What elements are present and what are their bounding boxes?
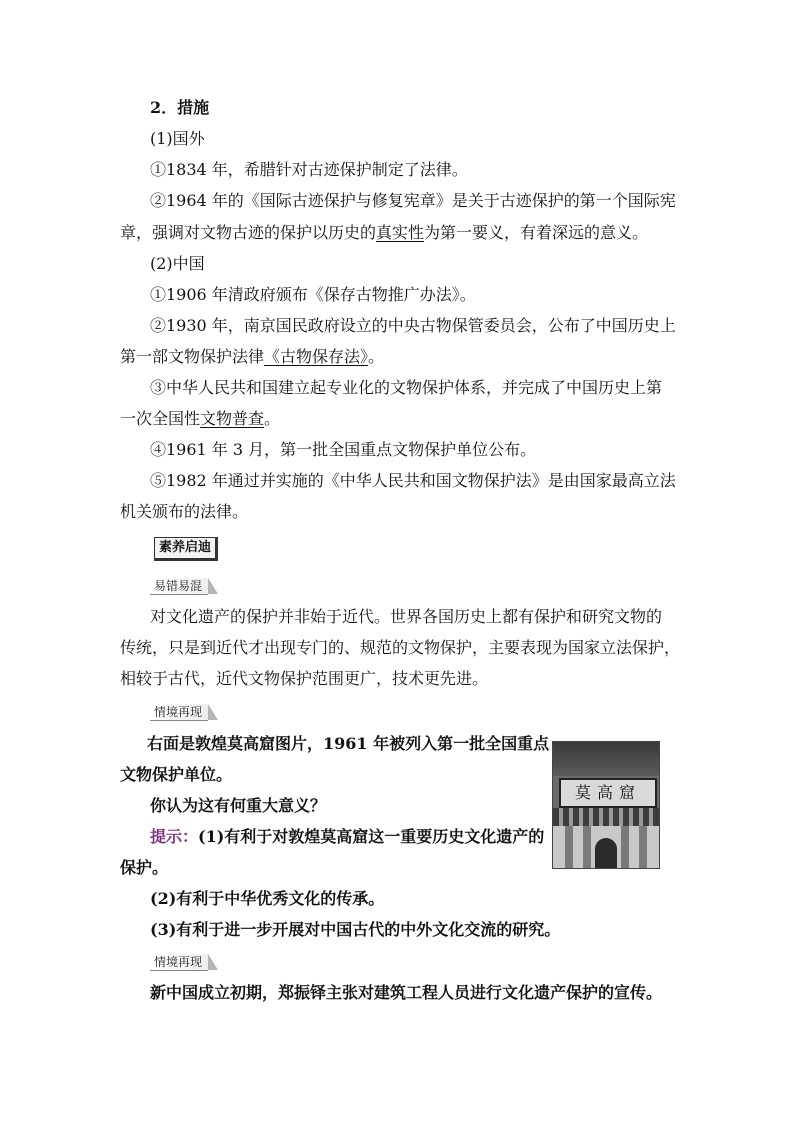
photo-door [595, 838, 617, 868]
text-line: ⑤1982 年通过并实施的《中华人民共和国文物保护法》是由国家最高立法 [150, 471, 676, 490]
text-line: ②1964 年的《国际古迹保护与修复宪章》是关于古迹保护的第一个国际宪 [150, 191, 676, 210]
tab-label-scene-2 [150, 954, 208, 971]
text-line: 机关颁布的法律。 [120, 502, 249, 521]
answer-line: (2)有利于中华优秀文化的传承。 [150, 889, 385, 908]
tab-flag-icon [208, 954, 218, 970]
text-line: 新中国成立初期，郑振铎主张对建筑工程人员进行文化遗产保护的宣传。 [150, 983, 663, 1002]
text-line: 对文化遗产的保护并非始于近代。世界各国历史上都有保护和研究文物的 [150, 607, 663, 626]
text-line: 传统，只是到近代才出现专门的、规范的文物保护，主要表现为国家立法保护， [120, 638, 681, 657]
text-line: ④1961 年 3 月，第一批全国重点文物保护单位公布。 [150, 440, 537, 459]
subheading-foreign: (1)国外 [150, 129, 205, 148]
hint-label: 提示： [150, 827, 199, 846]
tab-text: 情境再现 [154, 955, 203, 969]
text-line [120, 347, 384, 367]
text-span: 。 [368, 347, 385, 366]
question: 你认为这有何重大意义？ [150, 796, 327, 815]
answer-text: (1)有利于对敦煌莫高窟这一重要历史文化遗产的 [198, 827, 545, 846]
answer-line [150, 827, 544, 847]
text-line: 文物保护单位。 [120, 765, 233, 784]
tab-flag-icon [208, 704, 218, 720]
underlined-term: 《古物保存法》 [264, 347, 369, 366]
photo-column [639, 826, 647, 868]
photo-column [621, 826, 629, 868]
tab-text: 易错易混 [154, 579, 203, 593]
text-line: ①1906 年清政府颁布《保存古物推广办法》。 [150, 285, 476, 304]
answer-line: 保护。 [120, 858, 169, 877]
text-span: 。 [264, 409, 281, 428]
section-heading: 2．措施 [150, 98, 210, 117]
text-line: ③中华人民共和国建立起专业化的文物保护体系，并完成了中国历史上第 [150, 378, 663, 397]
text-line [120, 223, 648, 243]
text-line: 右面是敦煌莫高窟图片，1961 年被列入第一批全国重点 [147, 734, 550, 753]
text-span: 一次全国性 [120, 409, 201, 428]
photo-roof [553, 742, 659, 776]
answer-line: (3)有利于进一步开展对中国古代的中外文化交流的研究。 [150, 920, 561, 939]
photo-column [565, 826, 573, 868]
photo-eave [553, 808, 659, 826]
text-span: 章，强调对文物古迹的保护以历史的 [120, 223, 377, 242]
text-line [120, 409, 280, 429]
text-line: ②1930 年，南京国民政府设立的中央古物保管委员会，公布了中国历史上 [150, 316, 676, 335]
photo-column [583, 826, 591, 868]
text-line: 相较于古代，近代文物保护范围更广，技术更先进。 [120, 669, 489, 688]
tab-label-scene [150, 704, 208, 721]
text-span: 为第一要义，有着深远的意义。 [424, 223, 649, 242]
text-span: 第一部文物保护法律 [120, 347, 265, 366]
mogao-caves-photo [552, 741, 660, 869]
tab-label-errors [150, 578, 208, 595]
text-line: ①1834 年，希腊针对古迹保护制定了法律。 [150, 160, 468, 179]
tab-flag-icon [208, 578, 218, 594]
photo-sign: 莫高窟 [559, 778, 657, 808]
underlined-term: 真实性 [376, 223, 425, 242]
tab-text: 情境再现 [154, 705, 203, 719]
literacy-badge: 素养启迪 [154, 537, 218, 561]
underlined-term: 文物普查 [200, 409, 265, 428]
subheading-china: (2)中国 [150, 254, 205, 273]
